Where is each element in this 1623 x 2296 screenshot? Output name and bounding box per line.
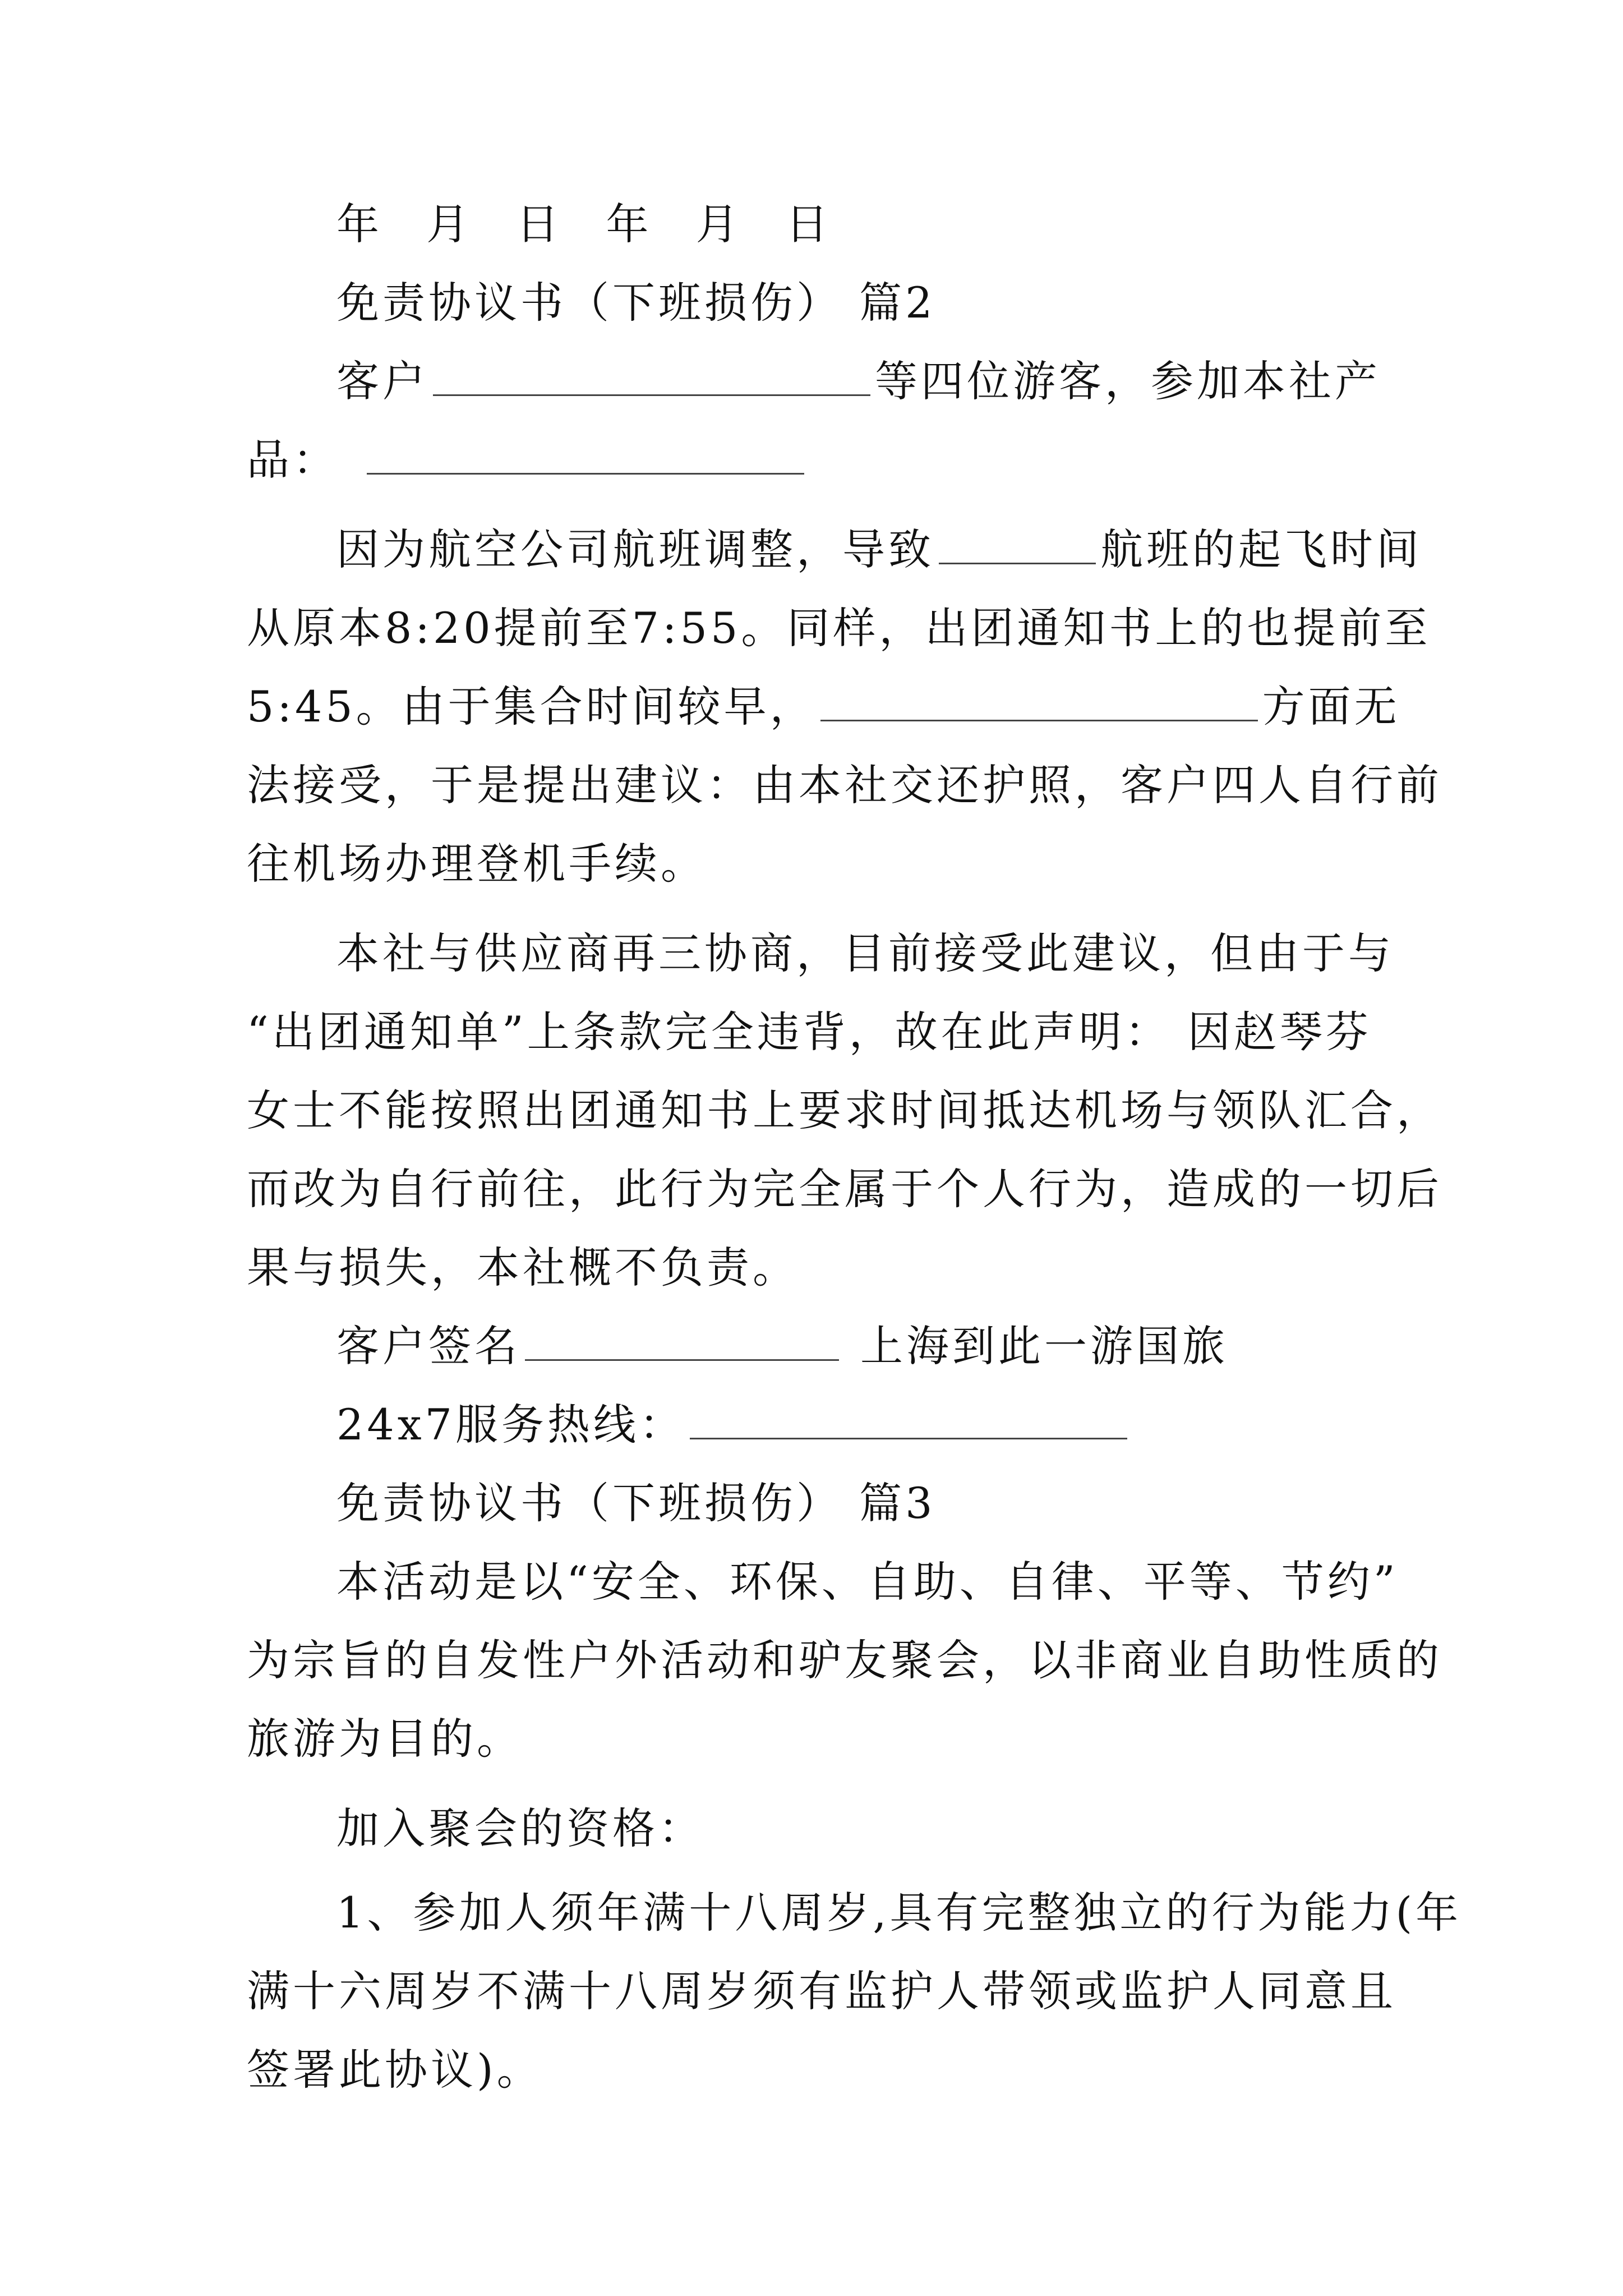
s2-client-suffix: 等四位游客，参加本社产 xyxy=(875,356,1381,406)
s3-p1-line3: 旅游为目的。 xyxy=(247,1714,523,1764)
s3-item1-line3: 签署此协议)。 xyxy=(247,2045,543,2095)
s2-p1-b: 航班的起飞时间 xyxy=(1100,524,1422,574)
s2-p1-line3 xyxy=(247,673,1400,740)
s2-p2-line4: 而改为自行前往，此行为完全属于个人行为，造成的一切后 xyxy=(247,1164,1442,1214)
s2-p2-line3: 女士不能按照出团通知书上要求时间抵达机场与领队汇合， xyxy=(247,1085,1442,1135)
hotline-blank[interactable] xyxy=(690,1398,1127,1439)
s2-product-line xyxy=(247,426,1380,494)
flight-number-blank[interactable] xyxy=(939,523,1096,564)
s3-item1-line1: 1、参加人须年满十八周岁,具有完整独立的行为能力(年 xyxy=(336,1888,1462,1938)
product-blank[interactable] xyxy=(367,434,804,475)
section3-title: 免责协议书（下班损伤） 篇3 xyxy=(336,1478,936,1528)
s2-product-label: 品： xyxy=(247,435,339,485)
s2-p1-line5: 往机场办理登机手续。 xyxy=(247,839,707,889)
s2-agency: 上海到此一游国旅 xyxy=(860,1321,1228,1371)
s3-qualification-title: 加入聚会的资格： xyxy=(336,1803,704,1853)
s3-p1-line2: 为宗旨的自发性户外活动和驴友聚会，以非商业自助性质的 xyxy=(247,1635,1442,1685)
s2-signature-line xyxy=(247,1313,1380,1380)
s2-p2-line5: 果与损失，本社概不负责。 xyxy=(247,1243,799,1292)
s2-hotline-line xyxy=(247,1391,1380,1458)
s2-client-line xyxy=(247,348,1380,415)
s2-p1-line3-a: 5:45。由于集合时间较早， xyxy=(247,682,816,731)
s2-p1-a: 因为航空公司航班调整，导致 xyxy=(336,524,934,574)
s3-p1-line1: 本活动是以“安全、环保、自助、自律、平等、节约” xyxy=(336,1557,1399,1607)
section2-title: 免责协议书（下班损伤） 篇2 xyxy=(336,278,936,328)
s2-p1-line1 xyxy=(247,516,1422,583)
s2-p2-line1: 本社与供应商再三协商，目前接受此建议，但由于与 xyxy=(336,928,1394,978)
signature-blank[interactable] xyxy=(525,1320,839,1361)
s2-p1-line3-b: 方面无 xyxy=(1262,682,1400,731)
s2-p1-line4: 法接受，于是提出建议：由本社交还护照，客户四人自行前 xyxy=(247,760,1442,810)
party-blank[interactable] xyxy=(820,680,1258,721)
s2-sign-label: 客户签名 xyxy=(336,1321,520,1371)
date-line-text: 年 月 日 年 月 日 xyxy=(336,199,845,249)
s2-hotline-label: 24x7服务热线： xyxy=(336,1400,685,1450)
s2-p1-line2: 从原本8:20提前至7:55。同样，出团通知书上的也提前至 xyxy=(247,603,1431,653)
s2-client-prefix: 客户 xyxy=(336,356,428,406)
s3-item1-line2: 满十六周岁不满十八周岁须有监护人带领或监护人同意且 xyxy=(247,1966,1396,2016)
s2-p2-line2: “出团通知单”上条款完全违背，故在此声明： 因赵琴芬 xyxy=(247,1007,1372,1057)
client-name-blank[interactable] xyxy=(433,355,870,396)
date-line xyxy=(247,191,1380,258)
